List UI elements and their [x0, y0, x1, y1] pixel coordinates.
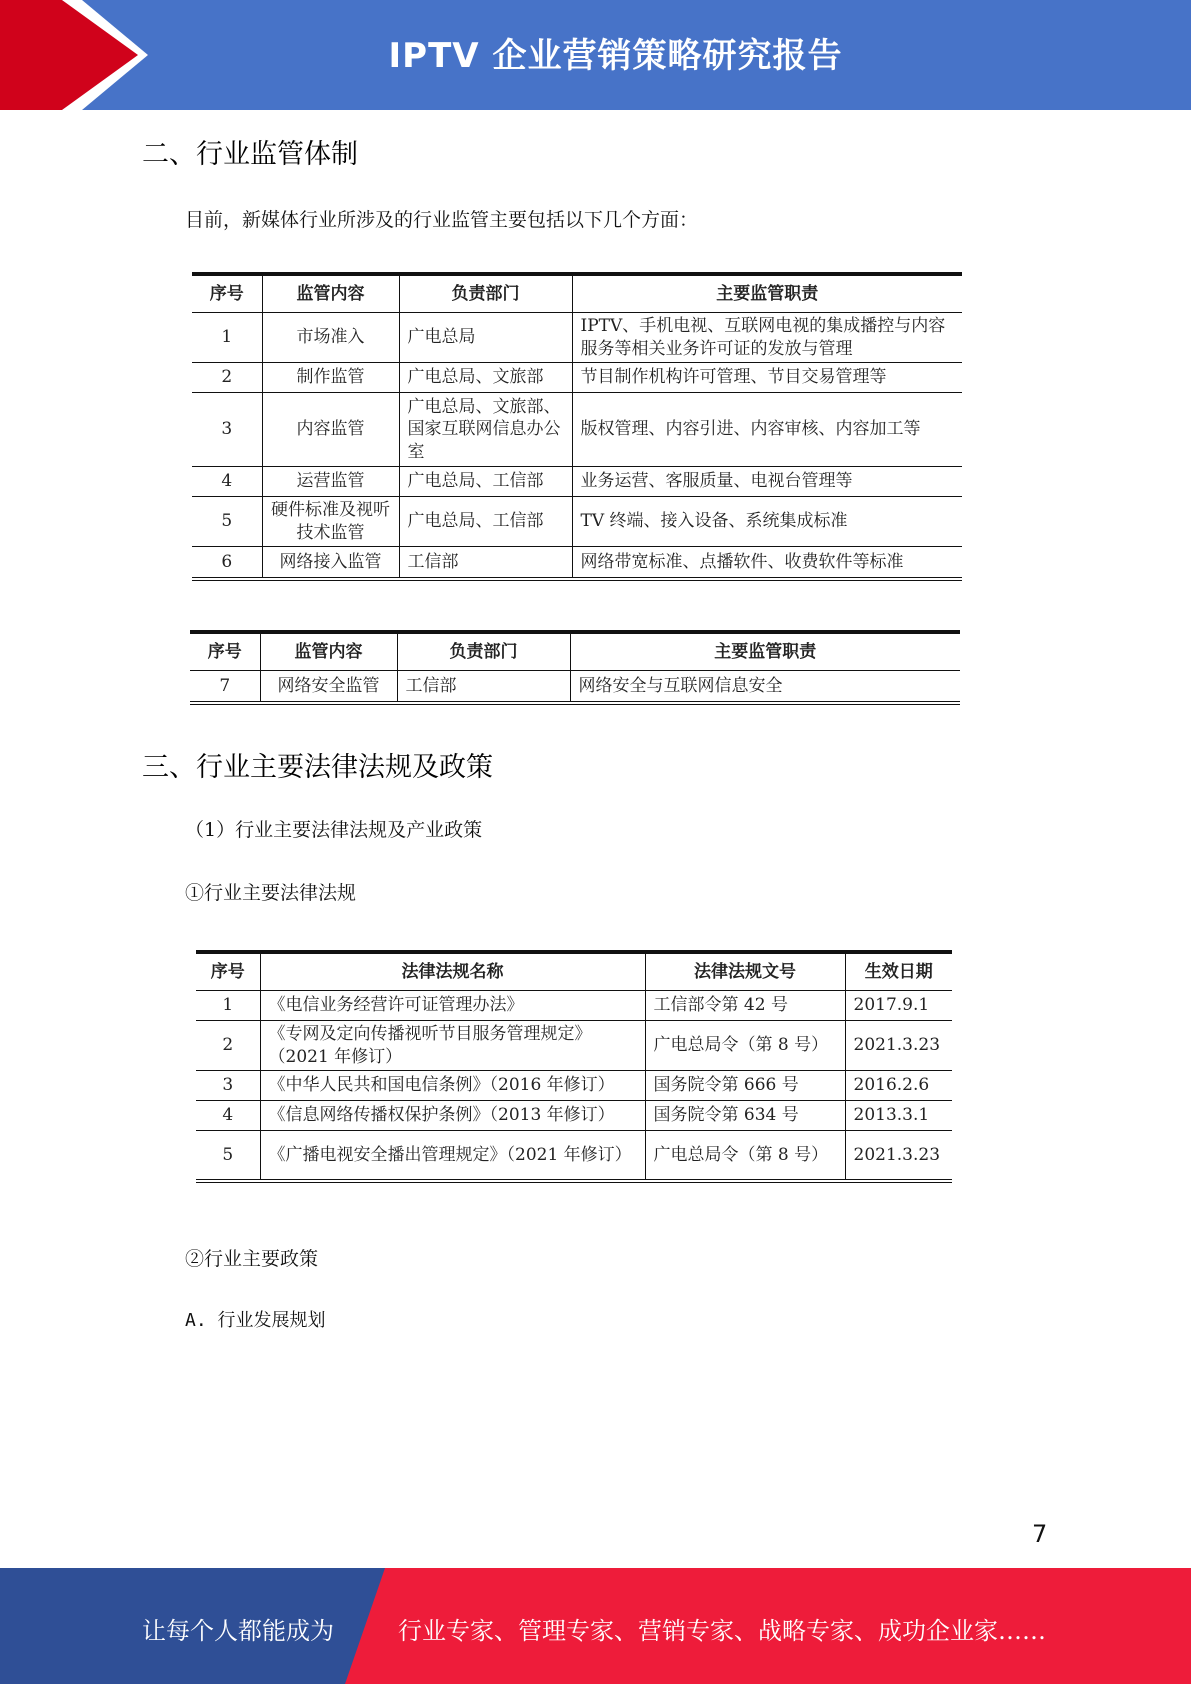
cell-content: 网络接入监管: [262, 547, 399, 579]
cell-effective-date: 2021.3.23: [845, 1131, 952, 1181]
cell-dept: 广电总局、工信部: [399, 467, 572, 497]
cell-duty: 节目制作机构许可管理、节目交易管理等: [572, 363, 962, 393]
cell-effective-date: 2016.2.6: [845, 1071, 952, 1101]
footer-slogan-left: 让每个人都能成为: [142, 1617, 334, 1645]
cell-dept: 广电总局、文旅部: [399, 363, 572, 393]
subsection-main-laws: ①行业主要法律法规: [185, 882, 357, 904]
table-row: [196, 991, 952, 1021]
cell-no: 4: [192, 467, 262, 497]
cell-no: 2: [192, 363, 262, 393]
table-row: [192, 467, 962, 497]
table-row: [196, 1021, 952, 1071]
header-cell-content: 监管内容: [260, 632, 397, 671]
header-cell-content: 监管内容: [262, 274, 399, 313]
header-cell-no: 序号: [196, 952, 260, 991]
header-cell-no: 序号: [190, 632, 260, 671]
table-row: [192, 313, 962, 363]
table-header-row: [196, 952, 952, 991]
cell-law-name: 《中华人民共和国电信条例》（2016 年修订）: [260, 1071, 645, 1101]
header-cell-law-doc: 法律法规文号: [645, 952, 845, 991]
cell-duty: IPTV、手机电视、互联网电视的集成播控与内容服务等相关业务许可证的发放与管理: [572, 313, 962, 363]
cell-content: 内容监管: [262, 393, 399, 467]
header-title: IPTV 企业营销策略研究报告: [388, 36, 843, 76]
regulation-table-continued: [190, 630, 960, 705]
table-row: [192, 363, 962, 393]
cell-law-doc: 工信部令第 42 号: [645, 991, 845, 1021]
laws-table: [196, 950, 952, 1183]
cell-no: 4: [196, 1101, 260, 1131]
section-heading-laws: 三、行业主要法律法规及政策: [142, 752, 493, 783]
header-cell-dept: 负责部门: [397, 632, 570, 671]
section-intro: 目前，新媒体行业所涉及的行业监管主要包括以下几个方面：: [185, 209, 699, 231]
cell-content: 硬件标准及视听技术监管: [262, 497, 399, 547]
header-cell-duty: 主要监管职责: [572, 274, 962, 313]
cell-law-doc: 国务院令第 666 号: [645, 1071, 845, 1101]
cell-no: 5: [192, 497, 262, 547]
page-footer: [0, 1568, 1191, 1684]
cell-duty: 版权管理、内容引进、内容审核、内容加工等: [572, 393, 962, 467]
subsection-laws-policies: （1）行业主要法律法规及产业政策: [185, 819, 483, 841]
table-header-row: [192, 274, 962, 313]
table-row: [196, 1131, 952, 1181]
table-row: [192, 393, 962, 467]
cell-no: 1: [196, 991, 260, 1021]
cell-effective-date: 2021.3.23: [845, 1021, 952, 1071]
cell-no: 3: [192, 393, 262, 467]
table-row: [192, 497, 962, 547]
cell-content: 运营监管: [262, 467, 399, 497]
table-row: [190, 671, 960, 703]
cell-duty: 业务运营、客服质量、电视台管理等: [572, 467, 962, 497]
page-number: 7: [1032, 1520, 1048, 1548]
cell-duty: 网络安全与互联网信息安全: [570, 671, 960, 703]
cell-effective-date: 2013.3.1: [845, 1101, 952, 1131]
cell-law-doc: 国务院令第 634 号: [645, 1101, 845, 1131]
header-cell-effective-date: 生效日期: [845, 952, 952, 991]
footer-slogan-right: 行业专家、管理专家、营销专家、战略专家、成功企业家……: [398, 1617, 1046, 1645]
cell-no: 1: [192, 313, 262, 363]
cell-duty: 网络带宽标准、点播软件、收费软件等标准: [572, 547, 962, 579]
cell-content: 市场准入: [262, 313, 399, 363]
cell-dept: 广电总局、工信部: [399, 497, 572, 547]
cell-law-name: 《信息网络传播权保护条例》（2013 年修订）: [260, 1101, 645, 1131]
cell-dept: 广电总局: [399, 313, 572, 363]
cell-duty: TV 终端、接入设备、系统集成标准: [572, 497, 962, 547]
cell-no: 2: [196, 1021, 260, 1071]
cell-content: 网络安全监管: [260, 671, 397, 703]
cell-law-name: 《广播电视安全播出管理规定》（2021 年修订）: [260, 1131, 645, 1181]
cell-no: 5: [196, 1131, 260, 1181]
table-row: [196, 1101, 952, 1131]
cell-no: 6: [192, 547, 262, 579]
regulation-table: [192, 272, 962, 581]
table-row: [192, 547, 962, 579]
cell-no: 7: [190, 671, 260, 703]
cell-law-name: 《电信业务经营许可证管理办法》: [260, 991, 645, 1021]
cell-law-doc: 广电总局令（第 8 号）: [645, 1021, 845, 1071]
subsection-industry-plan: A. 行业发展规划: [185, 1310, 326, 1331]
header-cell-no: 序号: [192, 274, 262, 313]
cell-dept: 工信部: [399, 547, 572, 579]
cell-dept: 工信部: [397, 671, 570, 703]
subsection-main-policies: ②行业主要政策: [185, 1248, 319, 1270]
header-cell-law-name: 法律法规名称: [260, 952, 645, 991]
table-header-row: [190, 632, 960, 671]
cell-effective-date: 2017.9.1: [845, 991, 952, 1021]
table-row: [196, 1071, 952, 1101]
cell-content: 制作监管: [262, 363, 399, 393]
cell-law-name: 《专网及定向传播视听节目服务管理规定》（2021 年修订）: [260, 1021, 645, 1071]
header-cell-duty: 主要监管职责: [570, 632, 960, 671]
cell-law-doc: 广电总局令（第 8 号）: [645, 1131, 845, 1181]
cell-dept: 广电总局、文旅部、国家互联网信息办公室: [399, 393, 572, 467]
header-cell-dept: 负责部门: [399, 274, 572, 313]
section-heading-regulation: 二、行业监管体制: [142, 139, 358, 170]
page-header: [0, 0, 1191, 110]
cell-no: 3: [196, 1071, 260, 1101]
